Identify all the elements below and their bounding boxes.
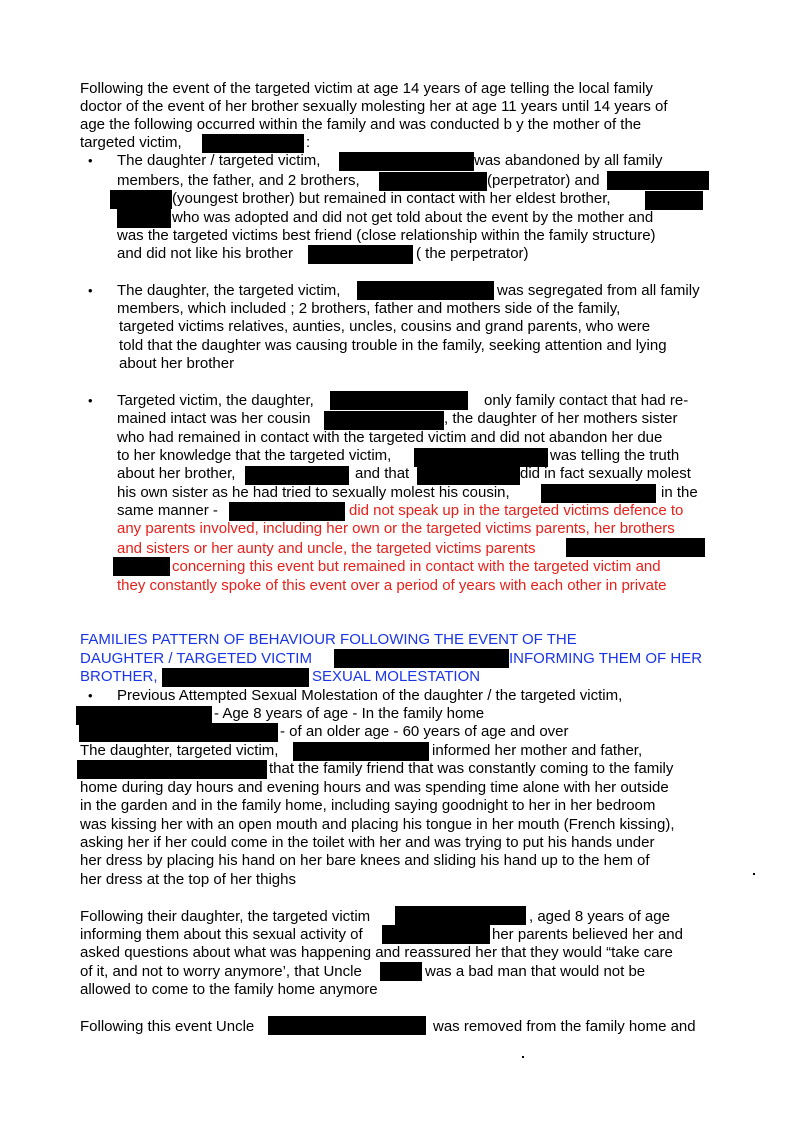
p2-line-3: asked questions about what was happening and reassured her that they would “take care xyxy=(80,944,673,961)
p3-line-1b: was removed from the family home and xyxy=(433,1018,696,1035)
b1-line-3: (youngest brother) but remained in contact with her eldest brother, xyxy=(172,190,611,207)
p2-line-2a: informing them about this sexual activity of xyxy=(80,926,363,943)
p2-line-1a: Following their daughter, the targeted victim xyxy=(80,908,371,925)
p2-line-5: allowed to come to the family home anymore xyxy=(80,981,378,998)
b1-line-1b: was abandoned by all family xyxy=(474,152,663,169)
b3-line-5b: and that xyxy=(355,465,410,482)
bullet-1: • xyxy=(88,153,93,168)
redaction-box xyxy=(607,171,709,190)
b3-line-11: they constantly spoke of this event over a period of years with each other in private xyxy=(117,577,667,594)
heading-line-2b: INFORMING THEM OF HER xyxy=(509,650,703,667)
b3-line-2b: , the daughter of her mothers sister xyxy=(444,410,678,427)
s2-age-line: - Age 8 years of age - In the family home xyxy=(214,705,485,722)
redaction-box xyxy=(330,391,468,410)
redaction-box xyxy=(541,484,656,503)
stray-mark xyxy=(522,1056,524,1058)
b3-line-4b: was telling the truth xyxy=(550,447,680,464)
b2-line-5: about her brother xyxy=(119,355,235,372)
redaction-box xyxy=(308,245,413,264)
b1-line-1a: The daughter / targeted victim, xyxy=(117,152,321,169)
redaction-box xyxy=(79,723,278,742)
redaction-box xyxy=(77,760,267,779)
redaction-box xyxy=(293,742,429,761)
b2-line-1b: was segregated from all family xyxy=(497,282,700,299)
redaction-box xyxy=(645,191,703,210)
b3-line-8: any parents involved, including her own or the targeted victims parents, her brothers xyxy=(117,520,675,537)
p2-line-4a: of it, and not to worry anymore’, that Uncle xyxy=(80,963,362,980)
p3-line-1a: Following this event Uncle xyxy=(80,1018,255,1035)
b3-line-6a: his own sister as he had tried to sexually molest his cousin, xyxy=(117,484,510,501)
b3-line-2a: mained intact was her cousin xyxy=(117,410,311,427)
b2-line-1a: The daughter, the targeted victim, xyxy=(117,282,341,299)
b3-line-7a: same manner - xyxy=(117,502,218,519)
bullet-4: • xyxy=(88,688,93,703)
b1-line-4: who was adopted and did not get told about the event by the mother and xyxy=(172,209,654,226)
redaction-box xyxy=(162,668,309,687)
redaction-box xyxy=(380,962,422,981)
b3-line-3: who had remained in contact with the targeted victim and did not abandon her due xyxy=(117,429,663,446)
s2-p-line-8: her dress at the top of her thighs xyxy=(80,871,296,888)
redaction-box xyxy=(417,466,520,485)
redaction-box xyxy=(379,172,487,191)
b3-line-1b: only family contact that had re- xyxy=(484,392,689,409)
redaction-box xyxy=(268,1016,426,1035)
bullet-2: • xyxy=(88,283,93,298)
s2-bullet-line: Previous Attempted Sexual Molestation of the daughter / the targeted victim, xyxy=(117,687,623,704)
p2-line-2b: her parents believed her and xyxy=(492,926,683,943)
redaction-box xyxy=(229,502,345,521)
redaction-box xyxy=(566,538,705,557)
intro-line-1: Following the event of the targeted victim at age 14 years of age telling the local family xyxy=(80,80,653,97)
b3-line-6b: in the xyxy=(661,484,698,501)
intro-line-4a: targeted victim, xyxy=(80,134,182,151)
s2-p-line-1a: The daughter, targeted victim, xyxy=(80,742,279,759)
b2-line-3: targeted victims relatives, aunties, uncles, cousins and grand parents, who were xyxy=(119,318,651,335)
heading-line-3a: BROTHER, xyxy=(80,668,158,685)
s2-p-line-1b: informed her mother and father, xyxy=(432,742,643,759)
b1-line-2a: members, the father, and 2 brothers, xyxy=(117,172,360,189)
intro-line-2: doctor of the event of her brother sexually molesting her at age 11 years until 14 years of xyxy=(80,98,668,115)
redaction-box xyxy=(357,281,494,300)
redaction-box xyxy=(382,925,490,944)
redaction-box xyxy=(334,649,509,668)
redaction-box xyxy=(245,466,349,485)
b3-line-5c: did in fact sexually molest xyxy=(520,465,691,482)
p2-line-4b: was a bad man that would not be xyxy=(425,963,646,980)
redaction-box xyxy=(395,906,526,925)
b3-line-7b: did not speak up in the targeted victims defence to xyxy=(349,502,684,519)
bullet-3: • xyxy=(88,393,93,408)
redaction-box xyxy=(324,411,444,430)
redaction-box xyxy=(339,152,474,171)
b3-line-9: and sisters or her aunty and uncle, the targeted victims parents xyxy=(117,540,536,557)
b1-line-5: was the targeted victims best friend (close relationship within the family structure) xyxy=(117,227,656,244)
stray-mark xyxy=(753,873,755,875)
b2-line-2: members, which included ; 2 brothers, father and mothers side of the family, xyxy=(117,300,621,317)
s2-p-line-5: was kissing her with an open mouth and placing his tongue in her mouth (French kissing), xyxy=(80,816,675,833)
p2-line-1b: , aged 8 years of age xyxy=(529,908,670,925)
redaction-box xyxy=(110,190,172,209)
redaction-box xyxy=(202,134,304,153)
b3-line-5a: about her brother, xyxy=(117,465,236,482)
b3-line-4a: to her knowledge that the targeted victim, xyxy=(117,447,392,464)
s2-older-line: - of an older age - 60 years of age and over xyxy=(280,723,569,740)
redaction-box xyxy=(117,209,171,228)
b1-line-2b: (perpetrator) and xyxy=(487,172,600,189)
s2-p-line-2: that the family friend that was constantly coming to the family xyxy=(269,760,674,777)
heading-line-1: FAMILIES PATTERN OF BEHAVIOUR FOLLOWING THE EVENT OF THE xyxy=(80,631,577,648)
intro-line-4b: : xyxy=(306,134,311,151)
heading-line-2a: DAUGHTER / TARGETED VICTIM xyxy=(80,650,312,667)
redaction-box xyxy=(113,557,170,576)
b3-line-1a: Targeted victim, the daughter, xyxy=(117,392,314,409)
b1-line-6a: and did not like his brother xyxy=(117,245,293,262)
b2-line-4: told that the daughter was causing trouble in the family, seeking attention and lying xyxy=(119,337,667,354)
s2-p-line-6: asking her if her could come in the toilet with her and was trying to put his hands under xyxy=(80,834,655,851)
b1-line-6b: ( the perpetrator) xyxy=(416,245,529,262)
s2-p-line-7: her dress by placing his hand on her bare knees and sliding his hand up to the hem of xyxy=(80,852,650,869)
s2-p-line-3: home during day hours and evening hours and was spending time alone with her outside xyxy=(80,779,669,796)
s2-p-line-4: in the garden and in the family home, including saying goodnight to her in her bedroom xyxy=(80,797,656,814)
b3-line-10: concerning this event but remained in contact with the targeted victim and xyxy=(172,558,661,575)
intro-line-3: age the following occurred within the family and was conducted b y the mother of the xyxy=(80,116,642,133)
heading-line-3b: SEXUAL MOLESTATION xyxy=(312,668,481,685)
